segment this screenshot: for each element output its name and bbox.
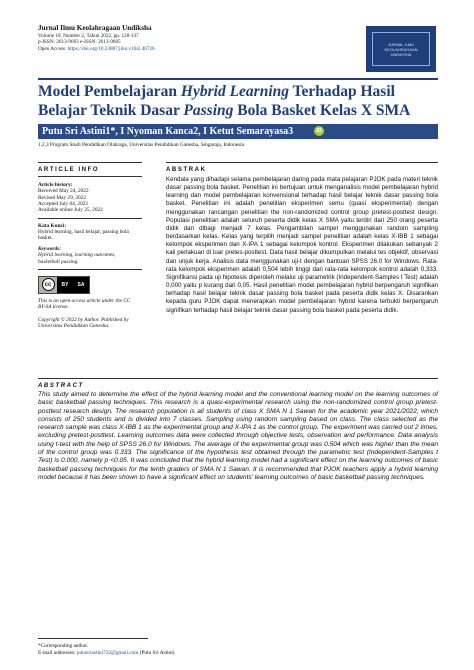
history-received: Received May 24, 2022	[38, 188, 89, 195]
cc-icon-box	[39, 277, 57, 293]
cc-terms	[57, 277, 89, 293]
abstrak-text: Kendala yang dihadapi selama pembelajaran daring pada mata pelajaran PJOK pada materi teknik dasar passing bola basket. Penelitian ini bertujuan untuk menganalisis model pembelajaran hybrid learning dan model pembelajaran konvensional terhadap hasil belajar teknik dasar passing bola basket. Penelitian ini adalah penelitian eksperimen semu (quasi eksperimental) dengan menggunakan rancangan penelitian the non-randomized control group pretest-posttest design. Populasi penelitian adalah seluruh peserta didik kelas X SMA yaitu terdiri dari 250 orang peserta didik dan dibagi menjadi 7 kelas. Pengambilan sampel menggunakan random sampling berdasarkan kelas. Kelas yang terpilih menjadi sampel penelitian adalah kelas X-IBB 1 sebagai kelompok eksperimen dan X-IPA 1 sebagai kelompok kontrol. Eksperimen dilakukan sebanyak 2 kali perlakuan di luar pretes-posttest. Data hasil belajar dikumpulkan melalui tes objektif, observasi dan unjuk kerja. Analisis data menggunakan uji-t dengan bantuan SPSS 26.0 for Windows. Rata-rata kelompok eksperimen adalah 0,504 lebih tinggi dari rata-rata kelompok kontrol adalah 0,333. Signifikansi pada uji hipotesis diperoleh melalui uji parametrik (Independent-Samples t Test) adalah 0,000 yaitu p kurang dari 0,05. Hasil penelitian model pembelajaran hybrid berpengaruh signifikan terhadap hasil belajar teknik dasar passing bola basket pada peserta didik kelas X. Disarankan kepada guru PJOK dapat menerapkan model pembelajaran hybrid karena terbukti berpengaruh signifikan terhadap hasil belajar teknik dasar passing bola basket pada peserta didik.	[166, 176, 438, 314]
journal-volume: Volume 10, Number 2, Tahun 2022, pp. 128-137	[38, 33, 139, 39]
info-divider-top	[38, 162, 142, 163]
history-accepted: Accepted July 04, 2022	[38, 201, 89, 208]
copyright-text: Copyright © 2022 by Author. Published by Universitas Pendidikan Ganesha.	[38, 316, 129, 330]
authors-bar	[38, 124, 438, 139]
email-suffix: (Putu Sri Astini)	[138, 650, 175, 656]
keywords-block	[38, 246, 138, 265]
license-text: This is an open access article under the CC BY-SA license.	[38, 297, 131, 311]
title-part-5: Bola Basket Kelas X SMA	[233, 102, 411, 119]
cc-by-sa-badge[interactable]	[38, 276, 90, 294]
history-block	[38, 182, 138, 214]
abstract-section	[38, 383, 438, 482]
article-info	[38, 167, 138, 329]
info-divider-3	[38, 269, 142, 270]
abstract-heading: ABSTRACT	[38, 383, 84, 389]
author-list: Putu Sri Astini1*, I Nyoman Kanca2, I Ketut Semarayasa3	[42, 126, 294, 137]
logo-line-1: JURNAL ILMU	[387, 41, 415, 47]
orcid-icon[interactable]: iD	[314, 126, 324, 136]
logo-line-3: UNDIKSHA	[390, 51, 412, 57]
abstrak-heading: ABSTRAK	[166, 167, 207, 173]
title-part-1: Model Pembelajaran	[38, 83, 181, 100]
keywords: Hybrid learning, learning outcomes, basketball passing.	[38, 252, 116, 265]
article-info-heading: ARTICLE INFO	[38, 167, 100, 173]
history-online: Available online July 25, 2022	[38, 207, 103, 214]
logo-line-2: KEOLAHRAGAAN	[384, 46, 418, 52]
access-label: Open Access:	[38, 45, 68, 52]
abstract-text: This study aimed to determine the effect of the hybrid learning model and the conventional learning model on the learning outcomes of basic basketball passing techniques. This research is a quasi-experimental research using the non-randomized control group pretest-posttest research design. The research population is all students of class X SMA N 1 Sawan for the academic year 2021/2022, which consists of 250 students and is divided into 7 classes. Sampling using random sampling based on class. The class selected as the research sample was class X-IBB 1 as the experimental group and X-IPA 1 as the control group. The experiment was carried out 2 times, excluding pretest-posttest. Learning outcomes data were collected through objective tests, observation and performance. Data analysis using t-test with the help of SPSS 26.0 for Windows. The average of the experimental group was 0.504 which was higher than the mean of the control group was 0.333. The significance of the hypothesis test obtained through the parametric test (Independent-Samples t Test) is 0.000, namely p <0.05. It was concluded that the hybrid learning model had a significant effect on the learning outcomes of basic basketball passing techniques for the tenth graders of SMA N 1 Sawan. It is recommended that PJOK teachers apply a hybrid learning model because it has been shown to have a significant effect on students' learning outcomes of basic basketball passing techniques.	[38, 391, 438, 481]
title-part-3: Terhadap Hasil Belajar Teknik Dasar	[38, 83, 395, 119]
journal-name: Jurnal Ilmu Keolahragaan Undiksha	[38, 24, 152, 32]
journal-issn: p-ISSN: 2613-9693 e-ISSN: 2613-9685	[38, 39, 121, 46]
corresponding-author: *Corresponding author.	[38, 643, 89, 649]
footnote-divider	[38, 638, 148, 639]
email-line	[38, 650, 174, 657]
info-divider	[38, 176, 142, 177]
email-prefix: E-mail addresses:	[38, 650, 77, 656]
journal-logo-inner	[372, 32, 430, 66]
kata-kunci: Hybrid learning, hasil belajar, passing bola basket.	[38, 229, 129, 242]
cc-sa: SA	[77, 281, 85, 288]
cc-by: BY	[61, 281, 69, 288]
journal-access	[38, 46, 338, 52]
journal-logo	[366, 26, 436, 72]
footnote	[38, 643, 174, 657]
title-part-4: Passing	[183, 102, 234, 119]
history-label: Article history:	[38, 181, 73, 188]
abstrak-section	[166, 167, 438, 315]
affiliation: 1,2,3 Program Studi Pendidikan Olahraga, Universitas Pendidikan Ganesha, Singaraja, Indonesia	[38, 142, 244, 148]
doi-link[interactable]: https://doi.org/10.23887/jiku.v10i2.46726	[67, 45, 155, 52]
keywords-label: Keywords:	[38, 245, 61, 252]
title-part-2: Hybrid Learning	[180, 83, 289, 100]
kata-kunci-block	[38, 223, 138, 242]
kata-kunci-label: Kata Kunci:	[38, 222, 67, 229]
abstrak-divider-top	[166, 162, 438, 163]
cc-icon: cc	[42, 278, 55, 291]
info-divider-2	[38, 218, 142, 219]
abstract-divider-top	[38, 378, 438, 379]
history-revised: Revised May 29, 2022	[38, 194, 86, 201]
article-title	[38, 82, 438, 120]
header-divider	[38, 78, 438, 80]
journal-header	[38, 24, 338, 52]
email-link[interactable]: putusriastini732@gmail.com	[76, 650, 139, 656]
